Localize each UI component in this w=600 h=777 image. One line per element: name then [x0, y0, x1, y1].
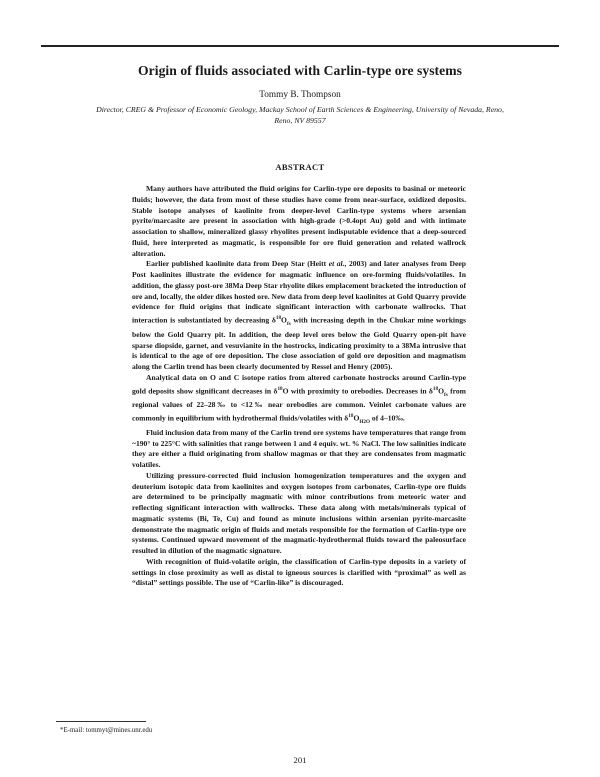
abstract-paragraph-5: Utilizing pressure-corrected fluid inclusion homogenization temperatures and the oxygen and deuterium isotopic data from kaolinites and oxygen isotopes from carbonates, Carlin-type ore fluids are determined to be principally magmatic with minor contributions from meteoric water and reflecting significant interaction with wallrocks. These data along with metals/minerals typical of magmatic systems (Bi, Te, Cu) and found as minute inclusions within arsenian pyrite-marcasite demonstrate the magmatic origin of fluids and metals responsible for the formation of Carlin-type ore systems. Continued upward movement of the magmatic-hydrothermal fluids toward the paleosurface resulted in dilution of the magmatic signature. — [132, 470, 466, 556]
abstract-paragraph-4: Fluid inclusion data from many of the Carlin trend ore systems have temperatures that range from ~190° to 225°C with salinities that range between 1 and 4 equiv. wt. % NaCl. The low salinities indicate they are either a fluid originating from shallow magmas or that they are condensates from magmatic volatiles. — [132, 427, 466, 470]
footnote-email: *E-mail: tommyt@mines.unr.edu — [60, 727, 153, 734]
page-number: 201 — [293, 755, 307, 765]
author-affiliation — [60, 104, 540, 127]
abstract-body — [132, 184, 466, 589]
abstract-paragraph-6: With recognition of fluid-volatile origin, the classification of Carlin-type deposits in a variety of settings in close proximity as well as distal to igneous sources is clarified with “proximal” as well as “distal” settings possible. The use of “Carlin-like” is discouraged. — [132, 556, 466, 588]
affiliation-line-1: Director, CREG & Professor of Economic Geology, Mackay School of Earth Sciences & Engineering, University of Nevada, Reno, — [96, 105, 504, 114]
et-al-text: et al. — [328, 259, 345, 269]
abstract-paragraph-2: Earlier published kaolinite data from Deep Star (Heitt et al., 2003) and later analyses from Deep Post kaolinites illustrate the evidence for magmatic influence on ore-forming fluids/volatiles. In addition, the glassy post-ore 38Ma Deep Star rhyolite dikes emplacement bracketed the introduction of ore and, locally, the older dikes hosted ore. New data from deep level kaolinites at Gold Quarry provide evidence for fluid origins that indicate significant interaction with carbonate wallrocks. That interaction is substantiated by decreasing $\delta^{18}O_{fs}$ with increasing depth in the Chukar mine workings below the Gold Quarry pit. In addition, the deep level ores below the Gold Quarry open-pit have sparse diopside, garnet, and vesuvianite in the hostrocks, indicating proximity to a 38Ma intrusive that is identical to the age of ore deposition. The close association of gold ore deposition and magmatism along the Carlin trend has been clearly documented by Ressel and Henry (2005). — [132, 259, 467, 372]
affiliation-line-2: Reno, NV 89557 — [274, 116, 326, 126]
abstract-paragraph-3: Analytical data on O and C isotope ratios from altered carbonate hostrocks around Carlin-type gold deposits show significant decreases in $\delta^{18}O$ with proximity to orebodies. Decreases in $\delta^{18}O_{fs}$ from regional values of 22–28‰ to <12‰ near orebodies are common. Veinlet carbonate values are commonly in equilibrium with hydrothermal fluids/volatiles with $\delta^{18}O_{H2O}$ of 4–10‰. — [132, 372, 466, 426]
footnote-rule — [56, 721, 146, 722]
header-rule — [41, 45, 559, 47]
author-name: Tommy B. Thompson — [259, 90, 341, 100]
paper-title: Origin of fluids associated with Carlin-type ore systems — [138, 63, 462, 78]
abstract-heading: ABSTRACT — [275, 162, 325, 172]
abstract-paragraph-1: Many authors have attributed the fluid origins for Carlin-type ore deposits to basinal or meteoric fluids; however, the data from most of these studies have come from near-surface, oxidized deposits. Stable isotope analyses of kaolinite from deeper-level Carlin-type systems where arsenian pyrite/marcasite are present in association with high-grade (>0.4opt Au) gold and with intimate association to shallow, mineralized glassy rhyolites present indisputable evidence that a deep-sourced fluid, here interpreted as magmatic, is responsible for ore fluid generation and related wallrock alteration. — [132, 184, 466, 258]
